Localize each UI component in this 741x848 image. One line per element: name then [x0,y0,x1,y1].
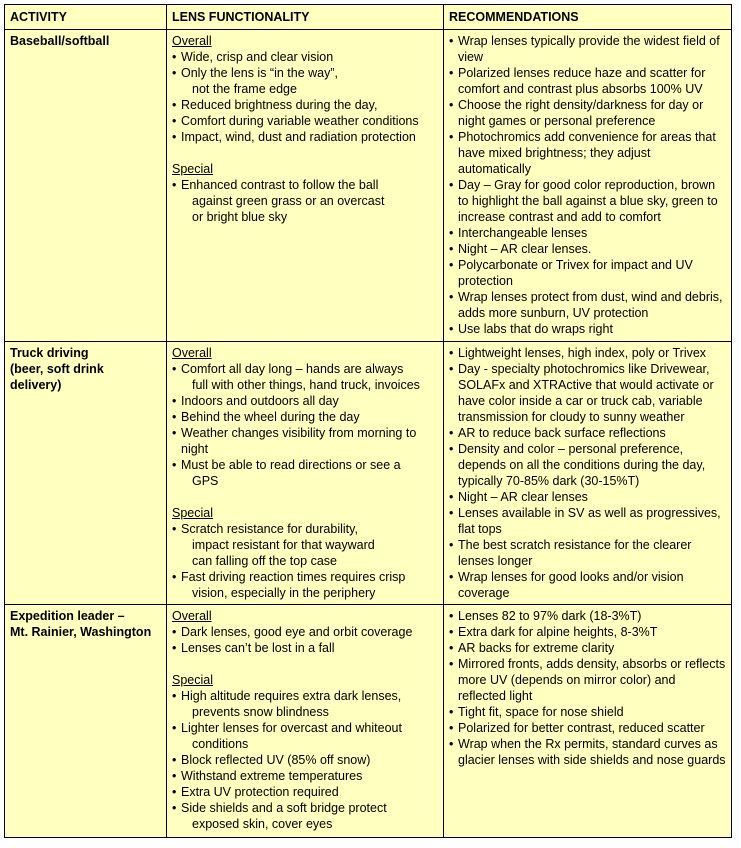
recommendations-cell [444,342,732,605]
recommendation-item: • Interchangeable lenses [449,225,726,241]
recommendation-item: • Lenses 82 to 97% dark (18-3%T) [449,608,726,624]
lens-overall-line: • Only the lens is “in the way”, [181,66,339,80]
lens-special-item [172,688,438,720]
recommendation-item: • Night – AR clear lenses. [449,241,726,257]
lens-functionality-cell [167,605,444,838]
lens-overall-item [172,361,438,393]
recommendation-item: • Wrap lenses typically provide the widest field of view [449,33,726,65]
recommendation-item: • Tight fit, space for nose shield [449,704,726,720]
lens-special-line: vision, especially in the periphery [192,586,376,600]
recommendation-item: • Day - specialty photochromics like Drivewear, SOLAFx and XTRActive that would activate or have color inside a car or truck cab, variable transmission for cloudy to sunny weather [449,361,726,425]
recommendation-item: • The best scratch resistance for the clearer lenses longer [449,537,726,569]
lens-overall-item [172,457,438,489]
lens-special-item [172,177,438,225]
lens-overall-item [172,425,438,457]
lens-special-item [172,800,438,832]
section-gap [172,656,438,672]
activity-line: Baseball/softball [10,34,110,48]
lens-overall-line: • Lenses can’t be lost in a fall [181,641,335,655]
lens-functionality-cell [167,342,444,605]
lens-overall-line: • Impact, wind, dust and radiation protection [181,130,416,144]
recommendation-item: • Choose the right density/darkness for day or night games or personal preference [449,97,726,129]
lens-overall-item [172,129,438,145]
recommendation-item: • Mirrored fronts, adds density, absorbs or reflects more UV (depends on mirror color) and reflected light [449,656,726,704]
lens-overall-line: • Reduced brightness during the day, [181,98,378,112]
recommendation-item: • Polycarbonate or Trivex for impact and UV protection [449,257,726,289]
recommendation-item: • Polarized lenses reduce haze and scatter for comfort and contrast plus absorbs 100% UV [449,65,726,97]
recommendation-item: • Wrap lenses for good looks and/or vision coverage [449,569,726,601]
lens-overall-line: • Comfort during variable weather conditions [181,114,419,128]
recommendation-item: • AR backs for extreme clarity [449,640,726,656]
recommendation-item: • Density and color – personal preference, depends on all the conditions during the day, typically 70-85% dark (30-15%T) [449,441,726,489]
lens-special-item [172,784,438,800]
lens-overall-item [172,393,438,409]
lens-overall-line: • Indoors and outdoors all day [181,394,339,408]
recommendation-item: • Photochromics add convenience for areas that have mixed brightness; they adjust automatically [449,129,726,177]
recommendation-item: • Lightweight lenses, high index, poly or Trivex [449,345,726,361]
lens-overall-item [172,49,438,65]
lens-special-line: can falling off the top case [192,554,338,568]
lens-overall-line: • Behind the wheel during the day [181,410,360,424]
recommendations-cell [444,605,732,838]
recommendations-cell [444,30,732,342]
lens-overall-line: GPS [192,474,219,488]
lens-special-line: • Side shields and a soft bridge protect [181,801,387,815]
lens-overall-line: not the frame edge [192,82,297,96]
lens-special-line: exposed skin, cover eyes [192,817,333,831]
header-lens-functionality: LENS FUNCTIONALITY [167,5,444,30]
lens-special-line: • High altitude requires extra dark lenses, [181,689,402,703]
activity-line: delivery) [10,378,62,392]
activity-line: Mt. Rainier, Washington [10,625,152,639]
lens-recommendations-table [4,4,732,838]
lens-special-line: • Withstand extreme temperatures [181,769,363,783]
lens-overall-line: • Wide, crisp and clear vision [181,50,334,64]
overall-label: Overall [172,34,212,48]
lens-overall-line: • Weather changes visibility from morning to night [181,426,417,456]
lens-special-line: prevents snow blindness [192,705,329,719]
lens-overall-line: full with other things, hand truck, invoices [192,378,420,392]
lens-special-item [172,569,438,601]
lens-special-line: • Extra UV protection required [181,785,339,799]
activity-line: (beer, soft drink [10,362,104,376]
lens-special-line: • Scratch resistance for durability, [181,522,358,536]
recommendation-item: • Use labs that do wraps right [449,321,726,337]
recommendation-item: • Wrap lenses protect from dust, wind and debris, adds more sunburn, UV protection [449,289,726,321]
lens-overall-item [172,65,438,97]
lens-functionality-cell [167,30,444,342]
lens-special-line: • Block reflected UV (85% off snow) [181,753,371,767]
recommendation-item: • Day – Gray for good color reproduction, brown to highlight the ball against a blue sky, green to increase contrast and add to comfort [449,177,726,225]
lens-special-line: impact resistant for that wayward [192,538,375,552]
lens-special-line: conditions [192,737,249,751]
lens-special-item [172,752,438,768]
activity-line: Truck driving [10,346,89,360]
recommendation-item: • Lenses available in SV as well as progressives, flat tops [449,505,726,537]
lens-overall-line: • Dark lenses, good eye and orbit coverage [181,625,413,639]
recommendation-item: • AR to reduce back surface reflections [449,425,726,441]
lens-overall-item [172,97,438,113]
lens-recommendations-document [4,4,732,838]
recommendation-item: • Wrap when the Rx permits, standard curves as glacier lenses with side shields and nose guards [449,736,726,768]
section-gap [172,489,438,505]
table-body [5,30,732,838]
activity-line: Expedition leader – [10,609,125,623]
activity-cell [5,342,167,605]
activity-cell [5,605,167,838]
header-recommendations: RECOMMENDATIONS [444,5,732,30]
header-activity: ACTIVITY [5,5,167,30]
lens-overall-line: • Must be able to read directions or see a [181,458,401,472]
lens-overall-item [172,409,438,425]
lens-overall-item [172,624,438,640]
lens-special-line: • Fast driving reaction times requires crisp [181,570,406,584]
lens-special-line: • Enhanced contrast to follow the ball [181,178,379,192]
lens-special-line: or bright blue sky [192,210,288,224]
header-row [5,5,732,30]
recommendation-item: • Night – AR clear lenses [449,489,726,505]
overall-label: Overall [172,609,212,623]
recommendation-item: • Extra dark for alpine heights, 8-3%T [449,624,726,640]
lens-special-line: • Lighter lenses for overcast and whiteout [181,721,402,735]
overall-label: Overall [172,346,212,360]
table-row [5,342,732,605]
section-gap [172,145,438,161]
special-label: Special [172,506,213,520]
lens-special-item [172,521,438,569]
table-row [5,30,732,342]
table-row [5,605,732,838]
lens-overall-line: • Comfort all day long – hands are always [181,362,404,376]
lens-special-item [172,720,438,752]
lens-overall-item [172,113,438,129]
lens-special-item [172,768,438,784]
recommendation-item: • Polarized for better contrast, reduced scatter [449,720,726,736]
special-label: Special [172,162,213,176]
activity-cell [5,30,167,342]
lens-overall-item [172,640,438,656]
special-label: Special [172,673,213,687]
lens-special-line: against green grass or an overcast [192,194,385,208]
